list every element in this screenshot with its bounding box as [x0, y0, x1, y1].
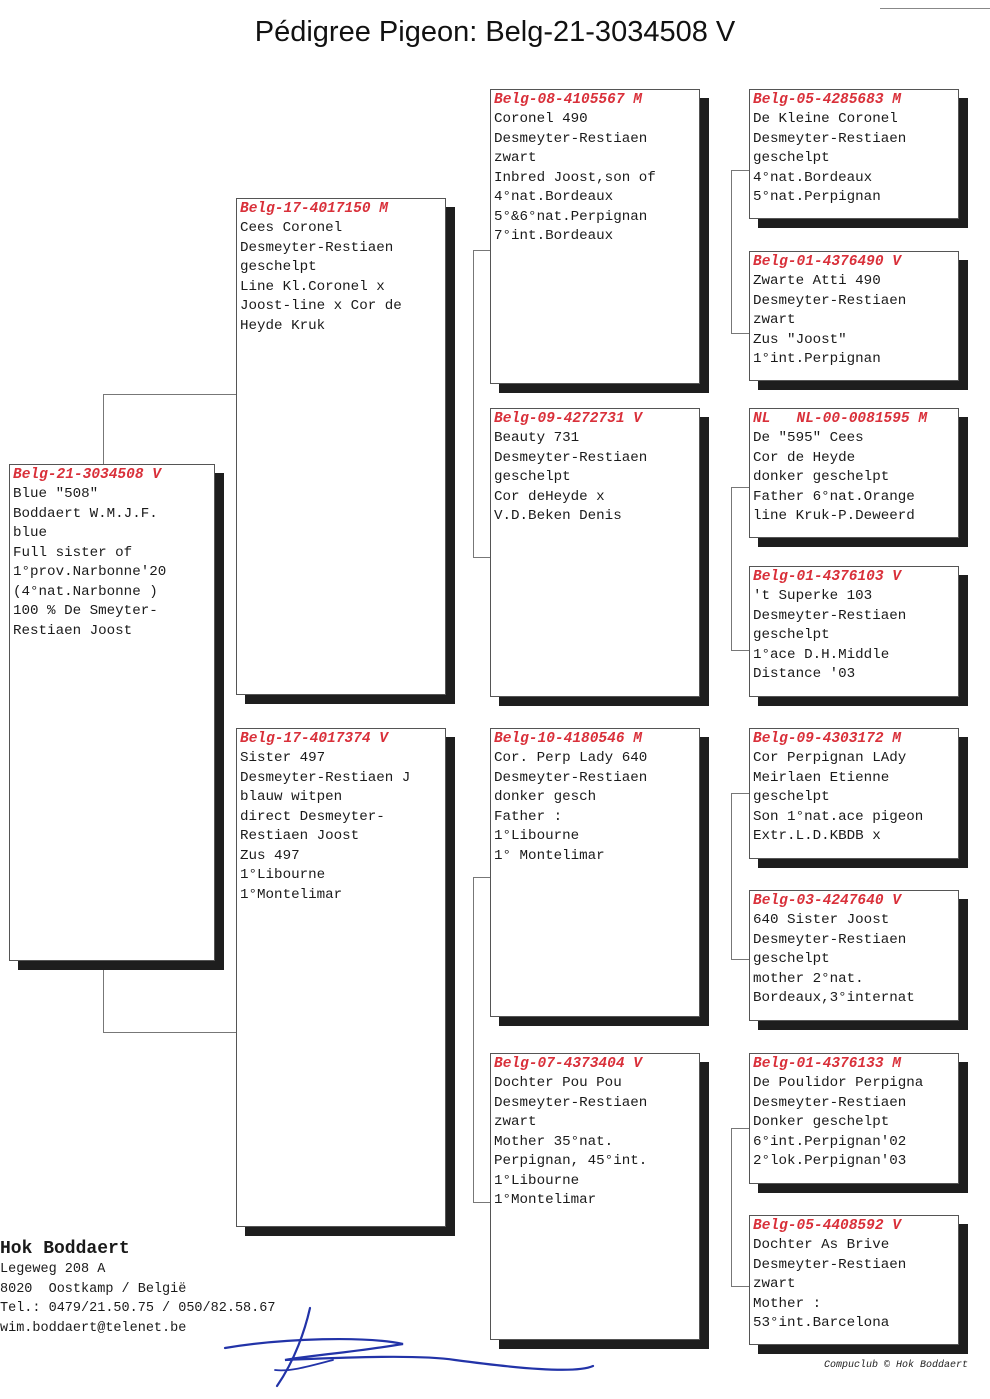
- info-line: Restiaen Joost: [13, 622, 133, 639]
- info-line: Cor de Heyde: [753, 449, 856, 466]
- ring-number: Belg-01-4376490 V: [753, 254, 901, 270]
- info-line: Mother :: [753, 1295, 822, 1312]
- pigeon-card-fm: [490, 408, 700, 697]
- connector: [473, 877, 474, 1202]
- info-line: Son 1°nat.ace pigeon: [753, 808, 924, 825]
- info-line: Desmeyter-Restiaen: [240, 239, 394, 256]
- info-line: Desmeyter-Restiaen: [753, 1094, 907, 1111]
- connector: [473, 877, 491, 878]
- info-line: 4°nat.Bordeaux: [494, 189, 614, 205]
- info-line: geschelpt: [494, 469, 571, 485]
- info-line: Sister 497: [240, 750, 326, 766]
- pigeon-card-father: [236, 198, 446, 695]
- info-line: Desmeyter-Restiaen: [494, 1094, 648, 1111]
- breeder-email: wim.boddaert@telenet.be: [0, 1320, 187, 1336]
- info-line: geschelpt: [753, 150, 830, 166]
- info-line: Restiaen Joost: [240, 828, 360, 844]
- info-line: Zwarte Atti 490: [753, 273, 881, 289]
- info-line: De Kleine Coronel: [753, 111, 898, 127]
- ring-number: Belg-05-4408592 V: [753, 1218, 901, 1234]
- info-line: direct Desmeyter-: [240, 808, 385, 825]
- ring-number: Belg-17-4017374 V: [240, 731, 388, 747]
- ring-number: Belg-21-3034508 V: [13, 467, 161, 483]
- info-line: 1°Libourne: [494, 828, 580, 844]
- connector: [473, 250, 491, 251]
- software-credit: Compuclub © Hok Boddaert: [823, 1360, 968, 1371]
- connector: [731, 487, 732, 650]
- connector: [731, 793, 732, 959]
- pigeon-card-ffm: [749, 251, 959, 381]
- breeder-phone: Tel.: 0479/21.50.75 / 050/82.58.67: [0, 1301, 276, 1316]
- info-line: Bordeaux,3°internat: [753, 990, 915, 1006]
- ring-number: Belg-10-4180546 M: [494, 731, 642, 747]
- connector: [103, 1032, 239, 1033]
- info-line: 5°nat.Perpignan: [753, 189, 881, 205]
- info-line: Desmeyter-Restiaen: [753, 292, 907, 309]
- info-line: Zus 497: [240, 847, 300, 864]
- info-line: Dochter Pou Pou: [494, 1075, 622, 1091]
- info-line: geschelpt: [753, 627, 830, 643]
- info-line: 1°Libourne: [494, 1172, 580, 1189]
- page-title: Pédigree Pigeon: Belg-21-3034508 V: [254, 16, 736, 48]
- info-line: Father :: [494, 808, 563, 825]
- info-line: zwart: [494, 150, 537, 166]
- info-line: Desmeyter-Restiaen: [753, 130, 907, 147]
- info-line: zwart: [753, 1276, 796, 1292]
- info-line: blauw witpen: [240, 789, 343, 805]
- pigeon-card-mff: [749, 728, 959, 859]
- pigeon-card-mf: [490, 728, 700, 1017]
- info-line: 53°int.Barcelona: [753, 1315, 890, 1331]
- info-line: geschelpt: [240, 259, 317, 275]
- info-line: Full sister of: [13, 544, 133, 561]
- connector: [731, 650, 750, 651]
- info-line: Meirlaen Etienne: [753, 769, 890, 786]
- info-line: Dochter As Brive: [753, 1237, 890, 1253]
- info-line: Distance '03: [753, 666, 856, 682]
- ring-number: Belg-09-4303172 M: [753, 731, 901, 747]
- connector: [473, 250, 474, 557]
- info-line: Cor deHeyde x: [494, 488, 605, 505]
- info-line: donker gesch: [494, 789, 597, 805]
- info-line: Cor Perpignan LAdy: [753, 750, 907, 766]
- ring-number: NL NL-00-0081595 M: [753, 411, 928, 427]
- info-line: Father 6°nat.Orange: [753, 488, 915, 505]
- info-line: 2°lok.Perpignan'03: [753, 1153, 907, 1169]
- connector: [103, 394, 239, 395]
- connector: [731, 333, 750, 334]
- info-line: Cor. Perp Lady 640: [494, 750, 648, 766]
- connector: [731, 793, 750, 794]
- info-line: 1°prov.Narbonne'20: [13, 564, 167, 580]
- info-line: Mother 35°nat.: [494, 1133, 614, 1150]
- info-line: Desmeyter-Restiaen: [753, 1256, 907, 1273]
- connector: [731, 1286, 750, 1287]
- handwritten-signature: [215, 1300, 615, 1390]
- info-line: Desmeyter-Restiaen J: [240, 769, 411, 786]
- info-line: V.D.Beken Denis: [494, 508, 622, 524]
- ring-number: Belg-09-4272731 V: [494, 411, 642, 427]
- connector: [731, 1128, 732, 1286]
- info-line: Desmeyter-Restiaen: [494, 130, 648, 147]
- info-line: 1°Libourne: [240, 867, 326, 883]
- pigeon-card-mother: [236, 728, 446, 1227]
- ring-number: Belg-01-4376133 M: [753, 1056, 901, 1072]
- pigeon-card-mmm: [749, 1215, 959, 1345]
- connector: [731, 170, 750, 171]
- pigeon-card-mfm: [749, 890, 959, 1021]
- pigeon-card-ff: [490, 89, 700, 384]
- info-line: 1°int.Perpignan: [753, 351, 881, 367]
- info-line: De Poulidor Perpigna: [753, 1075, 924, 1091]
- connector: [473, 557, 491, 558]
- info-line: 7°int.Bordeaux: [494, 228, 614, 244]
- breeder-name: Hok Boddaert: [0, 1239, 130, 1259]
- info-line: 640 Sister Joost: [753, 912, 890, 928]
- info-line: geschelpt: [753, 789, 830, 805]
- info-line: 't Superke 103: [753, 588, 873, 604]
- info-line: Zus "Joost": [753, 331, 847, 348]
- info-line: mother 2°nat.: [753, 970, 864, 987]
- info-line: 1°Montelimar: [240, 886, 343, 903]
- info-line: 6°int.Perpignan'02: [753, 1133, 907, 1150]
- ring-number: Belg-01-4376103 V: [753, 569, 901, 585]
- pigeon-card-mmf: [749, 1053, 959, 1184]
- info-line: Desmeyter-Restiaen: [753, 931, 907, 948]
- ring-number: Belg-05-4285683 M: [753, 92, 901, 108]
- breeder-city: 8020 Oostkamp / België: [0, 1281, 187, 1297]
- ring-number: Belg-03-4247640 V: [753, 893, 901, 909]
- connector: [731, 959, 750, 960]
- info-line: Perpignan, 45°int.: [494, 1153, 648, 1169]
- pigeon-card-fff: [749, 89, 959, 219]
- breeder-address: Legeweg 208 A: [0, 1262, 106, 1277]
- info-line: Extr.L.D.KBDB x: [753, 828, 881, 844]
- info-line: donker geschelpt: [753, 469, 890, 485]
- ring-number: Belg-07-4373404 V: [494, 1056, 642, 1072]
- pigeon-card-subject: [9, 464, 215, 961]
- ring-number: Belg-17-4017150 M: [240, 201, 388, 217]
- info-line: 5°&6°nat.Perpignan: [494, 208, 648, 225]
- connector: [473, 1202, 491, 1203]
- info-line: Heyde Kruk: [240, 317, 326, 334]
- info-line: geschelpt: [753, 951, 830, 967]
- info-line: zwart: [494, 1114, 537, 1130]
- info-line: 1°Montelimar: [494, 1192, 597, 1208]
- info-line: Cees Coronel: [240, 220, 343, 236]
- info-line: line Kruk-P.Deweerd: [753, 508, 915, 524]
- ring-number: Belg-08-4105567 M: [494, 92, 642, 108]
- info-line: Beauty 731: [494, 430, 580, 446]
- info-line: Desmeyter-Restiaen: [494, 769, 648, 786]
- info-line: 1° Montelimar: [494, 847, 605, 864]
- info-line: De "595" Cees: [753, 430, 864, 446]
- info-line: 100 % De Smeyter-: [13, 603, 158, 619]
- info-line: Desmeyter-Restiaen: [753, 607, 907, 624]
- info-line: Inbred Joost,son of: [494, 169, 656, 186]
- info-line: zwart: [753, 312, 796, 328]
- info-line: Desmeyter-Restiaen: [494, 449, 648, 466]
- info-line: 1°ace D.H.Middle: [753, 646, 890, 663]
- info-line: Blue "508": [13, 486, 99, 502]
- pigeon-card-fmm: [749, 566, 959, 697]
- top-rule: [880, 8, 990, 9]
- info-line: (4°nat.Narbonne ): [13, 583, 158, 600]
- info-line: Donker geschelpt: [753, 1114, 890, 1130]
- info-line: Joost-line x Cor de: [240, 298, 402, 314]
- pigeon-card-fmf: [749, 408, 959, 538]
- connector: [731, 1128, 750, 1129]
- info-line: Coronel 490: [494, 111, 588, 127]
- info-line: Boddaert W.M.J.F.: [13, 505, 158, 522]
- pigeon-card-mm: [490, 1053, 700, 1340]
- connector: [731, 487, 750, 488]
- info-line: 4°nat.Bordeaux: [753, 169, 873, 186]
- info-line: blue: [13, 525, 48, 541]
- connector: [731, 170, 732, 333]
- info-line: Line Kl.Coronel x: [240, 278, 385, 295]
